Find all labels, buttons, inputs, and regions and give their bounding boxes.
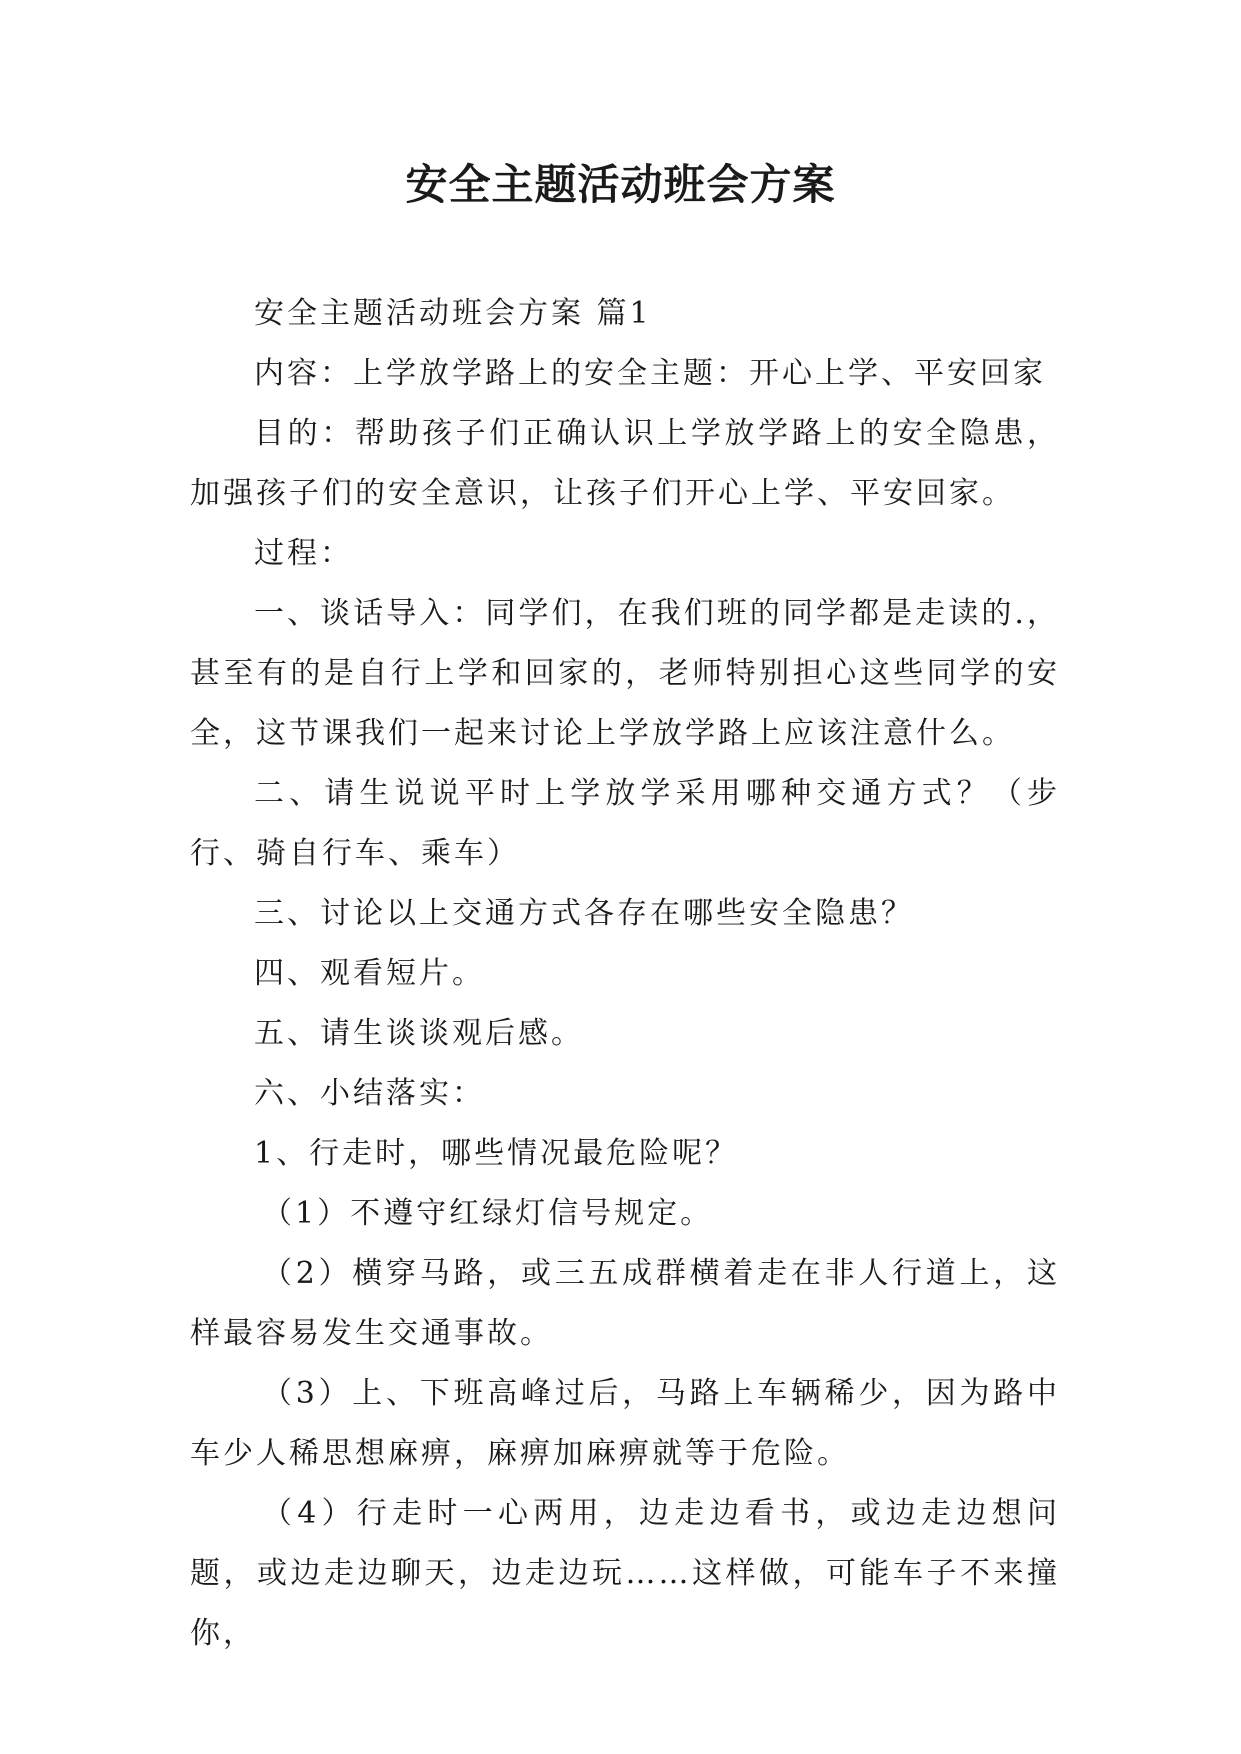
- paragraph-process: 过程：: [254, 536, 353, 571]
- document-body: [190, 284, 1060, 1664]
- document-title: 安全主题活动班会方案: [405, 160, 836, 209]
- paragraph-purpose: 目的：帮助孩子们正确认识上学放学路上的安全隐患，加强孩子们的安全意识，让孩子们开心上学、平安回家。: [190, 416, 1060, 511]
- list-item-1: （1）不遵守红绿灯信号规定。: [262, 1196, 714, 1231]
- paragraph-step-4: 四、观看短片。: [254, 956, 485, 991]
- paragraph-step-5: 五、请生谈谈观后感。: [254, 1016, 584, 1051]
- paragraph-step-6: 六、小结落实：: [254, 1076, 485, 1111]
- list-item-2: （2）横穿马路，或三五成群横着走在非人行道上，这样最容易发生交通事故。: [190, 1256, 1060, 1351]
- paragraph-step-3: 三、讨论以上交通方式各存在哪些安全隐患？: [254, 896, 914, 931]
- paragraph-content: 内容：上学放学路上的安全主题：开心上学、平安回家: [254, 356, 1046, 391]
- paragraph-question-1: 1、行走时，哪些情况最危险呢？: [254, 1136, 739, 1171]
- paragraph-step-1: 一、谈话导入：同学们，在我们班的同学都是走读的.，甚至有的是自行上学和回家的，老师特别担心这些同学的安全，这节课我们一起来讨论上学放学路上应该注意什么。: [190, 596, 1060, 751]
- list-item-4: （4）行走时一心两用，边走边看书，或边走边想问题，或边走边聊天，边走边玩……这样做，可能车子不来撞你，: [190, 1496, 1060, 1651]
- list-item-3: （3）上、下班高峰过后，马路上车辆稀少，因为路中车少人稀思想麻痹，麻痹加麻痹就等于危险。: [190, 1376, 1060, 1471]
- paragraph-step-2: 二、请生说说平时上学放学采用哪种交通方式？（步行、骑自行车、乘车）: [190, 776, 1060, 871]
- section-heading: 安全主题活动班会方案 篇1: [254, 296, 652, 331]
